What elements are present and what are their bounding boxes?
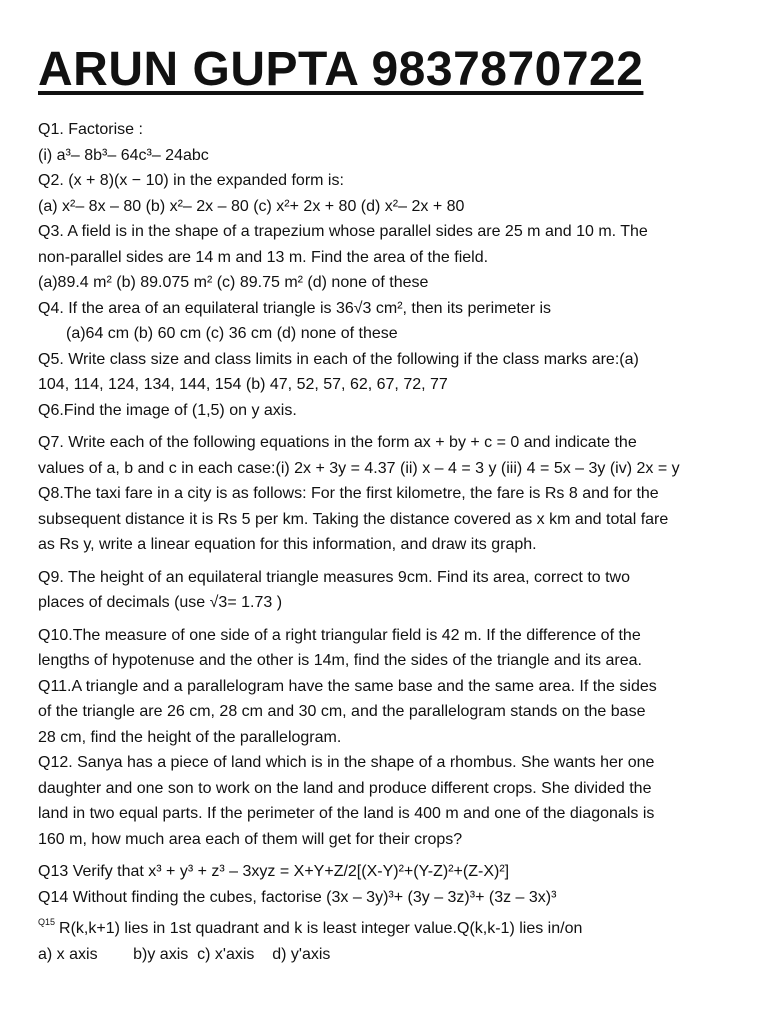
question-12 <box>38 750 738 852</box>
question-text: Q2. (x + 8)(x − 10) in the expanded form is: <box>38 172 344 189</box>
question-3 <box>38 219 738 296</box>
question-text: as Rs y, write a linear equation for this information, and draw its graph. <box>38 536 537 553</box>
question-text: values of a, b and c in each case:(i) 2x + 3y = 4.37 (ii) x – 4 = 3 y (iii) 4 = 5x – 3y (iv) 2x = y <box>38 459 680 477</box>
question-list <box>38 117 738 967</box>
question-1 <box>38 117 738 168</box>
question-5 <box>38 347 738 398</box>
question-text: places of decimals (use √3= 1.73 ) <box>38 594 283 611</box>
question-text: Q12. Sanya has a piece of land which is in the shape of a rhombus. She wants her one <box>38 754 655 771</box>
question-text <box>38 910 738 942</box>
question-text: subsequent distance it is Rs 5 per km. Taking the distance covered as x km and total fare <box>38 510 669 528</box>
question-text: Q6.Find the image of (1,5) on y axis. <box>38 401 297 419</box>
question-text: 28 cm, find the height of the parallelogram. <box>38 728 342 746</box>
question-text: land in two equal parts. If the perimeter of the land is 400 m and one of the diagonals is <box>38 805 655 822</box>
question-text: 104, 114, 124, 134, 144, 154 (b) 47, 52, 57, 62, 67, 72, 77 <box>38 376 448 393</box>
question-7 <box>38 430 738 481</box>
question-6 <box>38 398 738 424</box>
question-text: Q4. If the area of an equilateral triangle is 36√3 cm², then its perimeter is <box>38 299 552 317</box>
question-part: (i) a³– 8b³– 64c³– 24abc <box>38 146 209 164</box>
question-15 <box>38 910 738 967</box>
question-text: Q7. Write each of the following equations in the form ax + by + c = 0 and indicate the <box>38 434 637 451</box>
question-13 <box>38 859 738 885</box>
question-text: Q11.A triangle and a parallelogram have the same base and the same area. If the sides <box>38 677 657 695</box>
question-8 <box>38 481 738 558</box>
question-14 <box>38 885 738 911</box>
question-text: non-parallel sides are 14 m and 13 m. Find the area of the field. <box>38 248 489 266</box>
question-body: R(k,k+1) lies in 1st quadrant and k is least integer value.Q(k,k-1) lies in/on <box>59 920 583 937</box>
question-4 <box>38 296 738 347</box>
question-text: Q8.The taxi fare in a city is as follows: For the first kilometre, the fare is Rs 8 and for the <box>38 485 659 502</box>
answer-options: (a)64 cm (b) 60 cm (c) 36 cm (d) none of these <box>66 325 398 342</box>
question-text: Q10.The measure of one side of a right triangular field is 42 m. If the difference of the <box>38 626 641 644</box>
question-2 <box>38 168 738 219</box>
question-text: Q9. The height of an equilateral triangle measures 9cm. Find its area, correct to two <box>38 568 630 586</box>
page-title: ARUN GUPTA 9837870722 <box>38 43 644 96</box>
answer-options: (a) x²– 8x – 80 (b) x²– 2x – 80 (c) x²+ 2x + 80 (d) x²– 2x + 80 <box>38 197 465 215</box>
question-text: Q5. Write class size and class limits in each of the following if the class marks are:(a) <box>38 350 639 368</box>
question-text: lengths of hypotenuse and the other is 14m, find the sides of the triangle and its area. <box>38 652 642 669</box>
question-text: Q3. A field is in the shape of a trapezium whose parallel sides are 25 m and 10 m. The <box>38 223 648 240</box>
question-text: Q14 Without finding the cubes, factorise (3x – 3y)³+ (3y – 3z)³+ (3z – 3x)³ <box>38 888 557 906</box>
question-10 <box>38 623 738 674</box>
question-9 <box>38 565 738 616</box>
question-11 <box>38 674 738 751</box>
question-text: Q13 Verify that x³ + y³ + z³ – 3xyz = X+Y+Z/2[(X-Y)²+(Y-Z)²+(Z-X)²] <box>38 863 510 880</box>
answer-options: a) x axis b)y axis c) x'axis d) y'axis <box>38 945 331 963</box>
question-text: 160 m, how much area each of them will get for their crops? <box>38 830 463 848</box>
answer-options: (a)89.4 m² (b) 89.075 m² (c) 89.75 m² (d) none of these <box>38 274 429 291</box>
question-text: of the triangle are 26 cm, 28 cm and 30 cm, and the parallelogram stands on the base <box>38 703 646 720</box>
question-label: Q15 <box>38 917 56 927</box>
question-text: daughter and one son to work on the land and produce different crops. She divided the <box>38 779 652 797</box>
question-text: Q1. Factorise : <box>38 121 143 138</box>
